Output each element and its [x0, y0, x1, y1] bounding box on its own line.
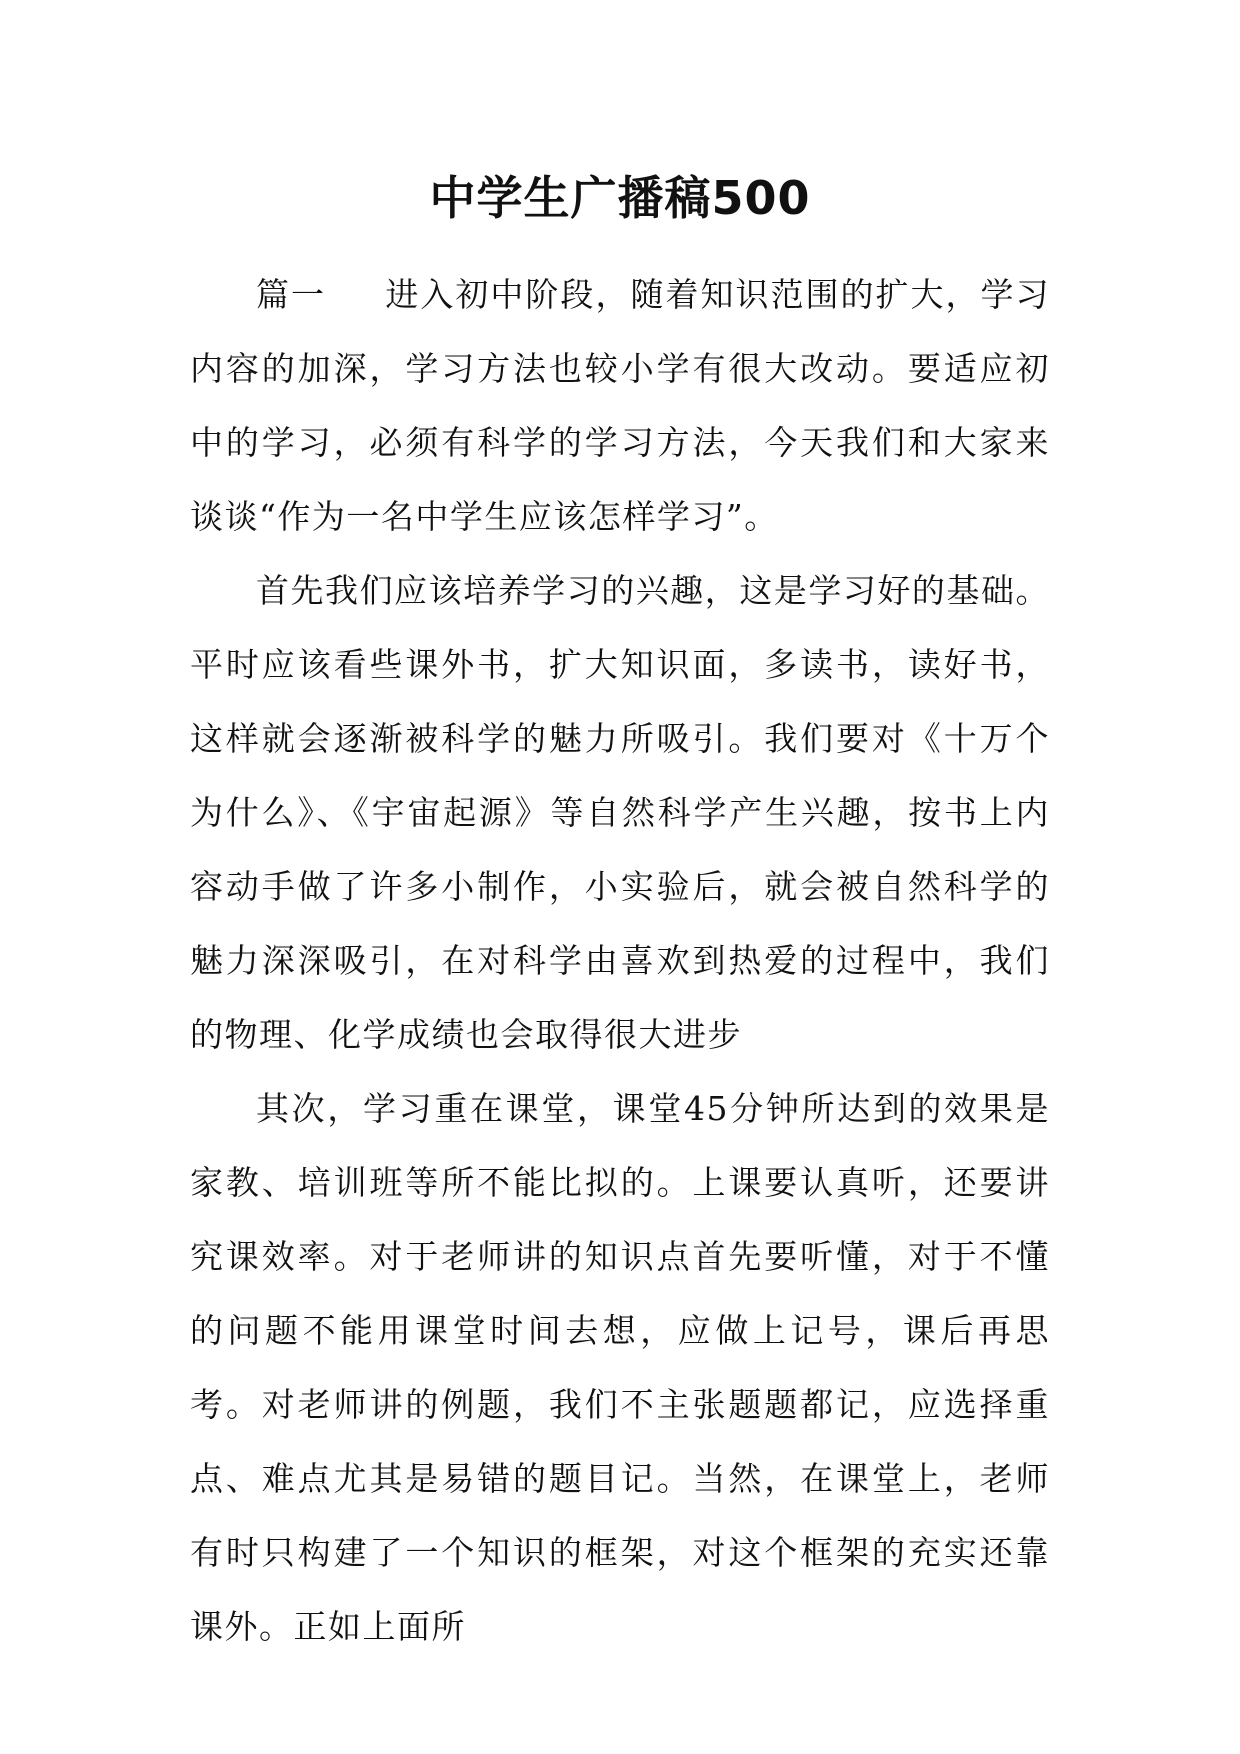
paragraph-3: 其次，学习重在课堂，课堂45分钟所达到的效果是家教、培训班等所不能比拟的。上课要认真听，还要讲究课效率。对于老师讲的知识点首先要听懂，对于不懂的问题不能用课堂时间去想，应做上记号，课后再思考。对老师讲的例题，我们不主张题题都记，应选择重点、难点尤其是易错的题目记。当然，在课堂上，老师有时只构建了一个知识的框架，对这个框架的充实还靠课外。正如上面所 [190, 1089, 1050, 1646]
section-label: 篇一 [256, 275, 327, 314]
paragraph-1-text: 进入初中阶段，随着知识范围的扩大，学习内容的加深，学习方法也较小学有很大改动。要适应初中的学习，必须有科学的学习方法，今天我们和大家来谈谈“作为一名中学生应该怎样学习”。 [190, 275, 1051, 536]
document-title: 中学生广播稿500 [429, 171, 811, 225]
paragraph-1 [190, 258, 1050, 554]
paragraph-2: 首先我们应该培养学习的兴趣，这是学习好的基础。平时应该看些课外书，扩大知识面，多读书，读好书，这样就会逐渐被科学的魅力所吸引。我们要对《十万个为什么》、《宇宙起源》等自然科学产生兴趣，按书上内容动手做了许多小制作，小实验后，就会被自然科学的魅力深深吸引，在对科学由喜欢到热爱的过程中，我们的物理、化学成绩也会取得很大进步 [190, 571, 1050, 1054]
document-body [190, 258, 1050, 1664]
